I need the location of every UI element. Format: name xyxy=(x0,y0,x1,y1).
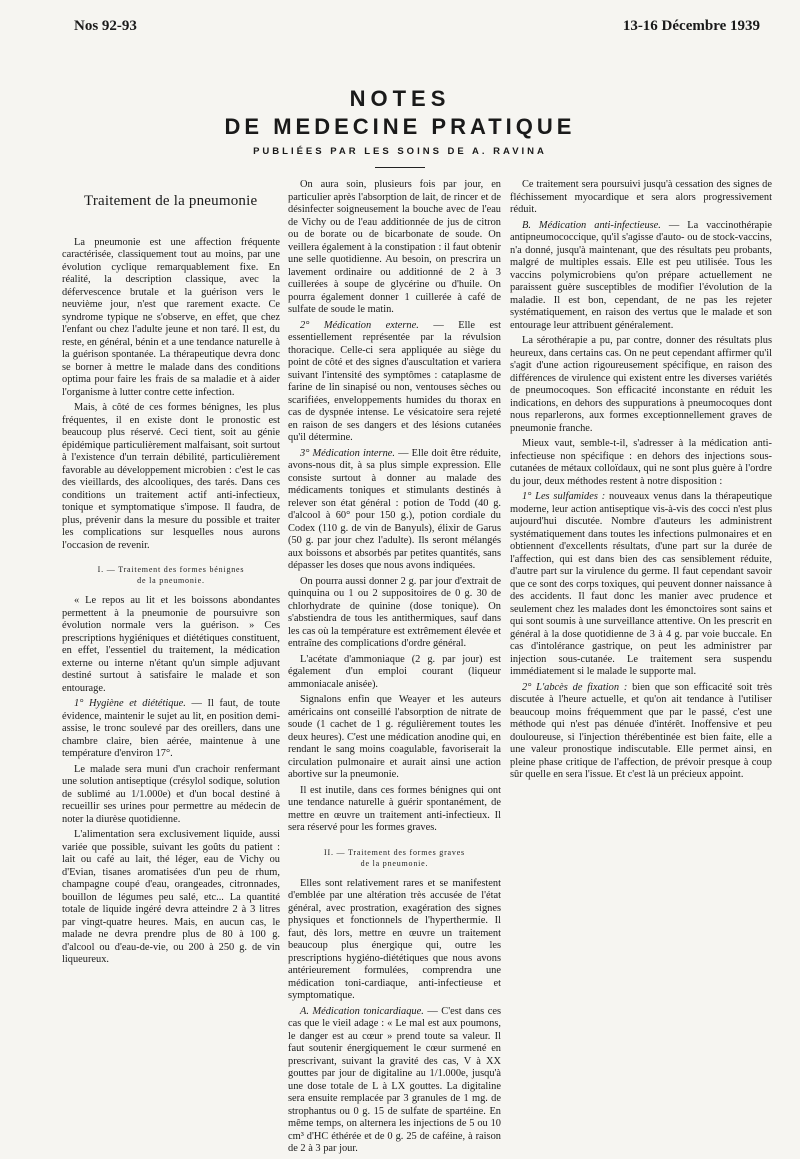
article-title: Traitement de la pneumonie xyxy=(84,193,258,209)
s2-anti-infectieuse-paragraph xyxy=(510,220,772,333)
s2-intro-paragraph: Elles sont relativement rares et se manifestent d'emblée par une altération très accusée de l'état général, avec prostration, exagération des signes physiques et fonctionnels de l'hyperthermie. Il faut, dès lors, mettre en œuvre un traitement beaucoup plus énergique qui, outre les prescriptions hygiéno-diététiques que nous avons antérieurement formulées, comprendra une médication toni-cardiaque, anti-infectieuse et symptomatique. xyxy=(288,877,501,1001)
masthead-title: DE MEDECINE PRATIQUE xyxy=(224,114,576,139)
s1-acetate-paragraph: L'acétate d'ammoniaque (2 g. par jour) est également d'un emploi courant (liqueur ammoniacale anisée). xyxy=(288,653,501,690)
s2-anti-infectieuse-text: — La vaccinothérapie antipneumococcique, qu'il s'agisse d'auto- ou de stock-vaccins, n'a donné, jusqu'à maintenant, que des résultats peu probants, malgré de multiples essais. Elle est peu utilisée. Tous les vaccins polymicrobiens qu'on prépare actuellement ne paraissent guère susceptibles de modifier l'évolution de la maladie. Il est bon, cependant, de ne pas les rejeter systématiquement, en raison des vertus que le malade et son entourage leur attribuent généralement. xyxy=(510,219,772,331)
s2-serotherapie-paragraph: La sérothérapie a pu, par contre, donner des résultats plus heureux, dans certains cas. On ne peut cependant affirmer qu'il s'agit d'une action rigoureusement spécifique, en raison des différences de virulence qui existent entre les diverses variétés de pneumocoques. Son efficacité inconstante en réduit les indications, en dehors des suppurations à pneumocoques dont nous reparlerons, aux formes exceptionnellement graves de pneumonie franche. xyxy=(510,335,772,434)
s2-anti-infectieuse-label: B. Médication anti-infectieuse. xyxy=(522,219,661,231)
masthead-rule xyxy=(375,167,425,168)
s1-interne-label: 3° Médication interne. xyxy=(300,447,395,459)
s2-tonicardiaque-text: — C'est dans ces cas que le vieil adage : « Le mal est aux poumons, le danger est au cœur » prend toute sa valeur. Il faut soutenir énergiquement le cœur surmené en prescrivant, suivant la gravité des cas, V à XX gouttes par jour de digitaline au 1/1.000e, jusqu'à une dose totale de L à LX gouttes. La digitaline sera ensuite remplacée par 3 granules de 1 mg. de strophantus ou 0 g. 15 de sulfate de spartéine. En même temps, on alternera les injections de 5 ou 10 cm³ d'HC éthérée et de 0 g. 25 de caféine, à raison de 2 à 3 par jour. xyxy=(288,1005,501,1154)
s2-abces-label: 2° L'abcès de fixation : xyxy=(522,681,628,693)
s1-quinine-paragraph: On pourra aussi donner 2 g. par jour d'extrait de quinquina ou 1 ou 2 suppositoires de 0 g. 30 de chlorhydrate de quinine (dose tonique). On s'abstiendra de tous les antithermiques, sauf dans les cas où la température est extrêmement élevée et entraîne des complications d'ordre général. xyxy=(288,575,501,649)
column-2 xyxy=(288,179,501,1159)
s1-hygiene-label: 1° Hygiène et diététique. xyxy=(74,698,186,709)
s2-traitement-suite-paragraph: Ce traitement sera poursuivi jusqu'à cessation des signes de fléchissement myocardique et sera alors progressivement réduit. xyxy=(510,179,772,215)
section-2-heading xyxy=(288,847,501,869)
section-1-heading xyxy=(62,564,280,586)
masthead-notes: NOTES xyxy=(349,86,451,111)
column-1 xyxy=(62,183,280,970)
s2-abces-text: bien que son efficacité soit très discutée à l'heure actuelle, et qu'on ait tendance à l'utiliser beaucoup moins fréquemment que par le passé, c'est une méthode qui n'est pas dénuée d'intérêt. Inoffensive et peu douloureuse, si l'injection thérébentinée est bien faite, elle a une valeur pronostique indiscutable. Elle permet ainsi, en pleine phase critique de l'affection, de prévoir presque à coup sûr quelle en sera l'issue. Et c'est là un précieux appoint. xyxy=(510,681,772,780)
masthead-editor: PUBLIÉES PAR LES SOINS DE A. RAVINA xyxy=(253,146,547,157)
s1-interne-paragraph xyxy=(288,448,501,573)
s2-abces-paragraph xyxy=(510,682,772,782)
section-1-title: I. — Traitement des formes bénignes xyxy=(97,565,245,574)
s1-externe-label: 2° Médication externe. xyxy=(300,319,419,331)
column-3 xyxy=(510,179,772,785)
s1-hygiene-paragraph xyxy=(62,698,280,761)
issue-date: 13-16 Décembre 1939 xyxy=(622,18,760,34)
section-1-subtitle: de la pneumonie. xyxy=(137,576,205,585)
intro-paragraph-1: La pneumonie est une affection fréquente caractérisée, classiquement tout au moins, par une évolution cyclique remarquablement fixe. En réalité, la description classique, avec la défervescence brutale et la guérison vers le neuvième jour, n'est que rarement exacte. Ce syndrome typique ne s'observe, en effet, que chez l'enfant ou chez l'adulte jeune et non taré. Il est, du reste, en général, bénin et a une tendance naturelle à la guérison spontanée. La thérapeutique devra donc se borner à mettre le malade dans des conditions optima pour faire les frais de sa maladie et à aider l'organisme à lutter contre cette infection. xyxy=(62,236,280,398)
s1-crachoir-paragraph: Le malade sera muni d'un crachoir renfermant une solution antiseptique (crésylol sodique, solution de sublimé au 1/1.000e) et d'un bocal destiné à recueillir ses urines pour permettre au médecin de noter la diurèse quotidienne. xyxy=(62,763,280,825)
s1-externe-text: — Elle est essentiellement représentée par la révulsion thoracique. Celle-ci sera appliquée au siège du point de côté et des signes d'auscultation et variera suivant l'intensité des symptômes : cataplasme de farine de lin sinapisé ou non, ventouses sèches ou scarifiées, enveloppements humides du thorax en cas de dyspnée intense. Le vésicatoire sera rejeté en raison de ses dangers et des lésions cutanées qu'il détermine. xyxy=(288,319,501,443)
s1-externe-paragraph xyxy=(288,320,501,445)
s1-interne-text: — Elle doit être réduite, avons-nous dit, à sa plus simple expression. Elle consiste surtout à donner au malade des médicaments toniques et stimulants destinés à relever son état général : potion de Todd (40 g. d'alcool à 60° pour 150 g.), potion cordiale du Codex (110 g. de vin de Banyuls), élixir de Garus (50 g. par jour chez l'adulte). Ils seront mélangés aux boissons et absorbés par petites quantités, sans dépasser les doses que nous avons indiquées. xyxy=(288,447,501,571)
masthead xyxy=(0,86,800,168)
issue-number: Nos 92-93 xyxy=(74,18,137,34)
s1-inutile-paragraph: Il est inutile, dans ces formes bénignes qui ont une tendance naturelle à guérir spontanément, de mettre en œuvre un traitement anti-infectieux. Il sera réservé pour les formes graves. xyxy=(288,784,501,833)
intro-paragraph-2: Mais, à côté de ces formes bénignes, les plus fréquentes, il en existe dont le pronostic est beaucoup plus réservé. Ceci tient, soit au génie épidémique particulièrement malfaisant, soit surtout à l'existence d'un terrain débilité, particulièrement favorable au développement microbien : c'est le cas des vieillards, des alcooliques, des tarés. Dans ces conditions un traitement actif anti-infectieux, tonique et symptomatique s'impose. Il faudra, de plus, prévenir dans la mesure du possible et traiter les complications sur lesquelles nous aurons l'occasion de revenir. xyxy=(62,402,280,551)
s1-soin-paragraph: On aura soin, plusieurs fois par jour, en particulier après l'absorption de lait, de rincer et de désinfecter soigneusement la bouche avec de l'eau de Vichy ou de l'eau additionnée de jus de citron ou de borate ou de bicarbonate de soude. On veillera également à la constipation : il faut obtenir une selle quotidienne. Au besoin, on prescrira un lavement ordinaire ou additionné de 2 à 3 cuillerées à soupe de glycérine ou d'huile. On pourra également donner 1 cuillerée à café de sulfate de soude le matin. xyxy=(288,179,501,315)
s2-sulfamides-label: 1° Les sulfamides : xyxy=(522,491,606,502)
s1-weayer-paragraph: Signalons enfin que Weayer et les auteurs américains ont conseillé l'absorption de nitrate de soude (1 cachet de 1 g. régulièrement toutes les deux heures). C'est une médication anodine qui, en rendant le sang moins coagulable, favoriserait la circulation pulmonaire et aurait ainsi une action abortive sur la pneumonie. xyxy=(288,694,501,780)
s2-tonicardiaque-paragraph xyxy=(288,1006,501,1156)
s2-sulfamides-text: nouveaux venus dans la thérapeutique moderne, leur action antiseptique vis-à-vis des cocci n'est plus aujourd'hui discutée. Nombre d'auteurs les administrent systématiquement dans toutes les infections pulmonaires et en obtiennent d'excellents résultats, d'une part sur la durée de l'affection, qui est dans bien des cas sensiblement réduite, d'autre part sur la virulence du germe. Il faut cependant savoir que ce sont des corps toxiques, qui peuvent donner naissance à des accidents. Il faut donc les manier avec prudence et seulement chez les malades dont les émonctoires sont sains et qui sont soumis à une surveillance attentive. On les prescrit en général à la dose quotidienne de 3 à 4 g. par voie buccale. En cas d'intolérance gastrique, on peut les administrer par injection sous-cutanée. Le traitement sera suspendu immédiatement si le malade le supporte mal. xyxy=(510,491,772,677)
section-2-title: II. — Traitement des formes graves xyxy=(324,847,465,857)
s1-alimentation-paragraph: L'alimentation sera exclusivement liquide, aussi variée que possible, suivant les goûts du patient : lait ou café au lait, thé léger, eau de Vichy ou d'Evian, tisanes aromatisées d'un peu de rhum, champagne coupé d'eau, orangeades, citronnades, bouillon de légumes peu salé, etc... La quantité totale de liquide ingéré devra atteindre 2 à 3 litres par vingt-quatre heures. Mais, en aucun cas, le malade ne devra prendre plus de 80 à 100 g. d'alcool ou d'eau-de-vie, ou 200 à 250 g. de vin liqueureux. xyxy=(62,829,280,965)
s2-sulfamides-paragraph xyxy=(510,491,772,679)
s1-hygiene-text: — Il faut, de toute évidence, maintenir le sujet au lit, en position demi-assise, le tronc soulevé par des oreillers, dans une chambre claire, bien aérée, maintenue à une température d'environ 17°. xyxy=(62,698,281,759)
section-2-subtitle: de la pneumonie. xyxy=(360,858,429,868)
s2-tonicardiaque-label: A. Médication tonicardiaque. xyxy=(300,1005,424,1017)
s1-quote-paragraph: « Le repos au lit et les boissons abondantes permettent à la pneumonie de poursuivre son évolution normale vers la guérison. » Ces prescriptions hygiéniques et diététiques constituent, en effet, l'essentiel du traitement, la médication externe ou interne n'étant qu'un simple adjuvant destiné surtout à satisfaire le malade et son entourage. xyxy=(62,595,280,694)
s2-mieux-paragraph: Mieux vaut, semble-t-il, s'adresser à la médication anti-infectieuse non spécifique : en dehors des injections sous-cutanées de métaux colloïdaux, qui ne sont plus guère à l'ordre du jour, deux méthodes restent à notre disposition : xyxy=(510,438,772,487)
